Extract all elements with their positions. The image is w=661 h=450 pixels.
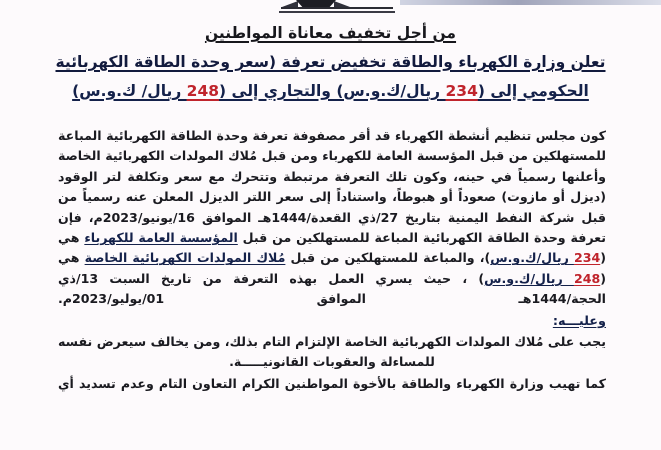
- headline-rates-part-a: الحكومي إلى (: [477, 81, 589, 100]
- emblem-rule-top: [281, 7, 393, 9]
- header-banner-bar: [400, 0, 661, 5]
- announcement-headings: [0, 24, 661, 101]
- section-heading-therefore: وعليـــه:: [552, 313, 606, 329]
- headline-rates-part-b: ريال/ك.و.س) والتجاري إلى (: [219, 81, 446, 100]
- headline-secondary: تعلن وزارة الكهرباء والطاقة تخفيض تعرفة (سعر وحدة الطاقة الكهربائية: [55, 52, 606, 71]
- body-paragraph-appeal: كما تهيب وزارة الكهرباء والطاقة بالأخوة المواطنين الكرام التعاون التام وعدم تسديد أي: [58, 376, 606, 392]
- body-paragraph-obligation: يجب على مُلاك المولدات الكهربائية الخاصة الإلتزام التام بذلك، ومن يخالف سيعرض نفسه للمساءلة والعقوبات القانونيـــــة.: [58, 333, 606, 369]
- government-rate-inline-value: 234: [573, 250, 601, 266]
- body-paragraph-intro: كون مجلس تنظيم أنشطة الكهرباء قد أقر مصفوفة تعرفة وحدة الطاقة الكهربائية المباعة للمستهلكين من قبل المؤسسة العامة للكهرباء ومن قبل مُلاك المولدات الكهربائية الخاصة وأعلنها رسمياً في حينه، وكون تلك التعرفة مرتبطة وتتحرك مع سعر وتكلفة لتر الوقود (ديزل أو مازوت) صعوداً أو هبوطاً، واستناداً إلى سعر اللتر الديزل المعلن عنه رسمياً من قبل شركة النفط اليمنية بتاريخ 27/ذي القعدة/1444هـ الموافق 16/يونيو/2023م، فإن تعرفة وحدة الطاقة الكهربائية المباعة للمستهلكين من قبل: [58, 128, 607, 245]
- entity-public-electricity-corporation: المؤسسة العامة للكهرباء: [84, 229, 238, 245]
- government-rate-value: 234: [445, 81, 478, 100]
- body-effective-date-clause: ) ، حيث يسري العمل بهذه التعرفة من تاريخ السبت 13/ذي الحجة/1444هـ الموافق 01/يوليو/2023م.: [58, 270, 606, 307]
- body-connector-2: )، والمباعة للمستهلكين من قبل: [285, 250, 491, 266]
- document-header-emblem-strip: [0, 0, 661, 14]
- body-paragraph-main: [58, 126, 606, 310]
- commercial-rate-inline-unit: ريال/ك.و.س: [484, 270, 574, 286]
- headline-rates-part-c: ريال/ ك.و.س): [72, 81, 187, 100]
- government-rate-inline-unit: ريال/ك.و.س: [490, 250, 574, 266]
- headline-primary: من أجل تخفيف معاناة المواطنين: [204, 24, 457, 42]
- commercial-rate-value: 248: [186, 81, 220, 100]
- body-connector-1: هي (: [58, 229, 607, 266]
- entity-private-generator-owners: مُلاك المولدات الكهربائية الخاصة: [84, 250, 286, 266]
- emblem-rule-bottom: [279, 11, 395, 13]
- body-connector-3: هي (: [58, 250, 606, 286]
- commercial-rate-inline-value: 248: [573, 270, 601, 286]
- headline-rates: [0, 82, 661, 101]
- announcement-body: [58, 126, 606, 395]
